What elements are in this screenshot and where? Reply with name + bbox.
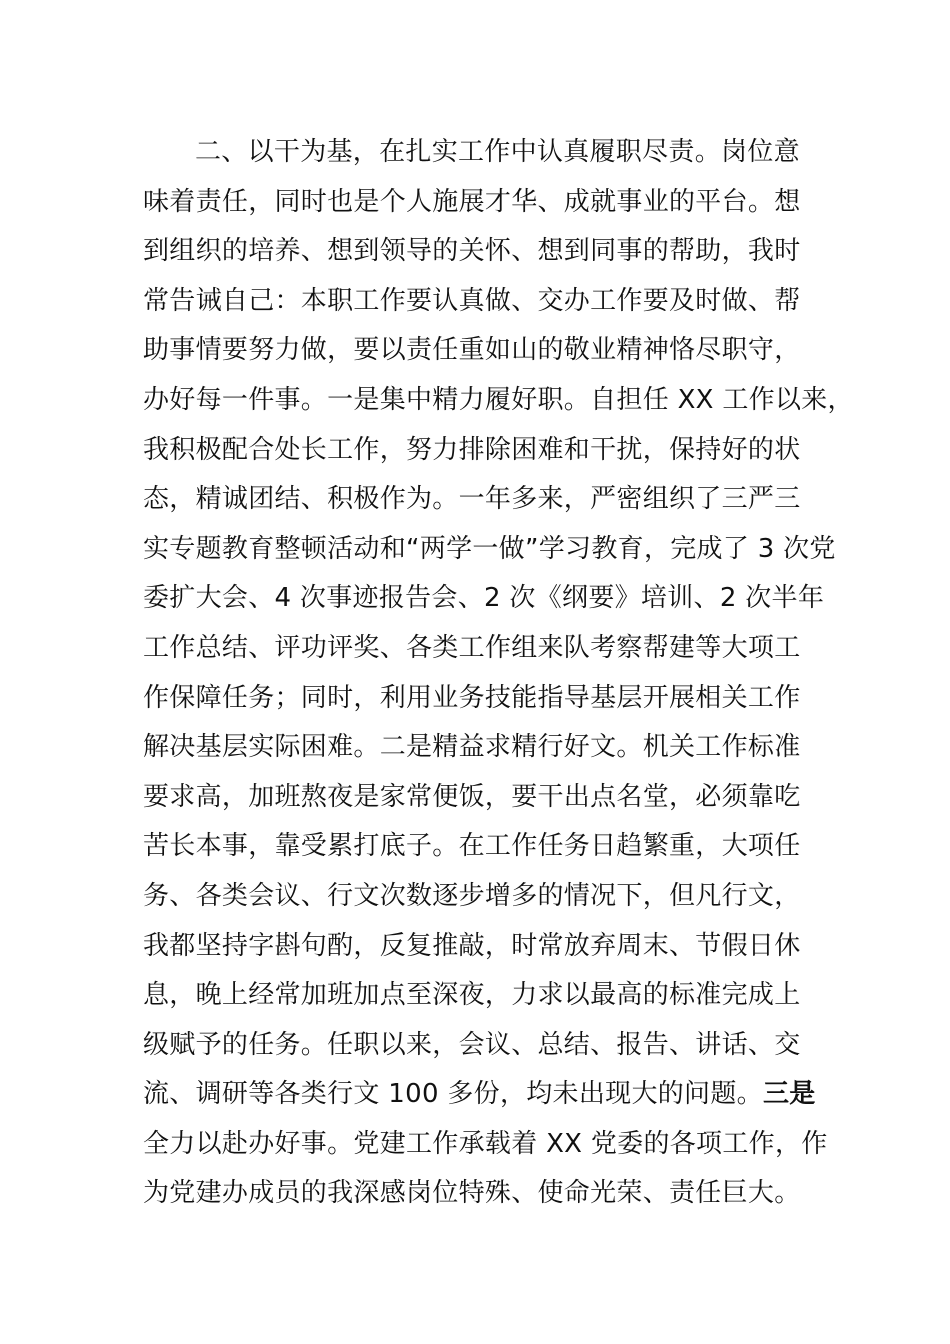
text-line-15: 苦长本事，靠受累打底子。在工作任务日趋繁重，大项任 (143, 831, 801, 862)
text-line-12: 作保障任务；同时，利用业务技能指导基层开展相关工作 (143, 682, 801, 713)
text-line-5: 助事情要努力做，要以责任重如山的敬业精神恪尽职守， (143, 335, 801, 366)
text-line-1: 二、以干为基，在扎实工作中认真履职尽责。岗位意 (195, 137, 800, 167)
text-line-20-text: 流、调研等各类行文 100 多份，均未出现大的问题。 (143, 1079, 763, 1110)
text-line-10: 委扩大会、4 次事迹报告会、2 次《纲要》培训、2 次半年 (143, 583, 825, 614)
text-line-21: 全力以赴办好事。党建工作承载着 XX 党委的各项工作，作 (143, 1128, 828, 1159)
text-line-7: 我积极配合处长工作，努力排除困难和干扰，保持好的状 (143, 434, 801, 465)
body-paragraph (143, 128, 854, 1219)
text-line-9: 实专题教育整顿活动和“两学一做”学习教育，完成了 3 次党 (143, 533, 836, 564)
text-line-3: 到组织的培养、想到领导的关怀、想到同事的帮助，我时 (143, 236, 801, 267)
text-line-11: 工作总结、评功评奖、各类工作组来队考察帮建等大项工 (143, 632, 801, 663)
text-line-4: 常告诫自己：本职工作要认真做、交办工作要及时做、帮 (143, 285, 801, 316)
text-line-22: 为党建办成员的我深感岗位特殊、使命光荣、责任巨大。 (143, 1178, 801, 1209)
text-line-19: 级赋予的任务。任职以来，会议、总结、报告、讲话、交 (143, 1029, 801, 1060)
text-line-17: 我都坚持字斟句酌，反复推敲，时常放弃周末、节假日休 (143, 930, 801, 961)
text-line-6: 办好每一件事。一是集中精力履好职。自担任 XX 工作以来， (143, 384, 854, 415)
text-line-8: 态，精诚团结、积极作为。一年多来，严密组织了三严三 (143, 484, 801, 515)
text-line-13: 解决基层实际困难。二是精益求精行好文。机关工作标准 (143, 732, 801, 763)
text-line-2: 味着责任，同时也是个人施展才华、成就事业的平台。想 (143, 186, 801, 217)
text-line-16: 务、各类会议、行文次数逐步增多的情况下，但凡行文， (143, 880, 801, 911)
text-line-20 (143, 1070, 843, 1120)
text-line-14: 要求高，加班熬夜是家常便饭，要干出点名堂，必须靠吃 (143, 781, 801, 812)
bold-heading-segment: 三是 (762, 1079, 816, 1110)
text-line-18: 息，晚上经常加班加点至深夜，力求以最高的标准完成上 (143, 980, 801, 1011)
